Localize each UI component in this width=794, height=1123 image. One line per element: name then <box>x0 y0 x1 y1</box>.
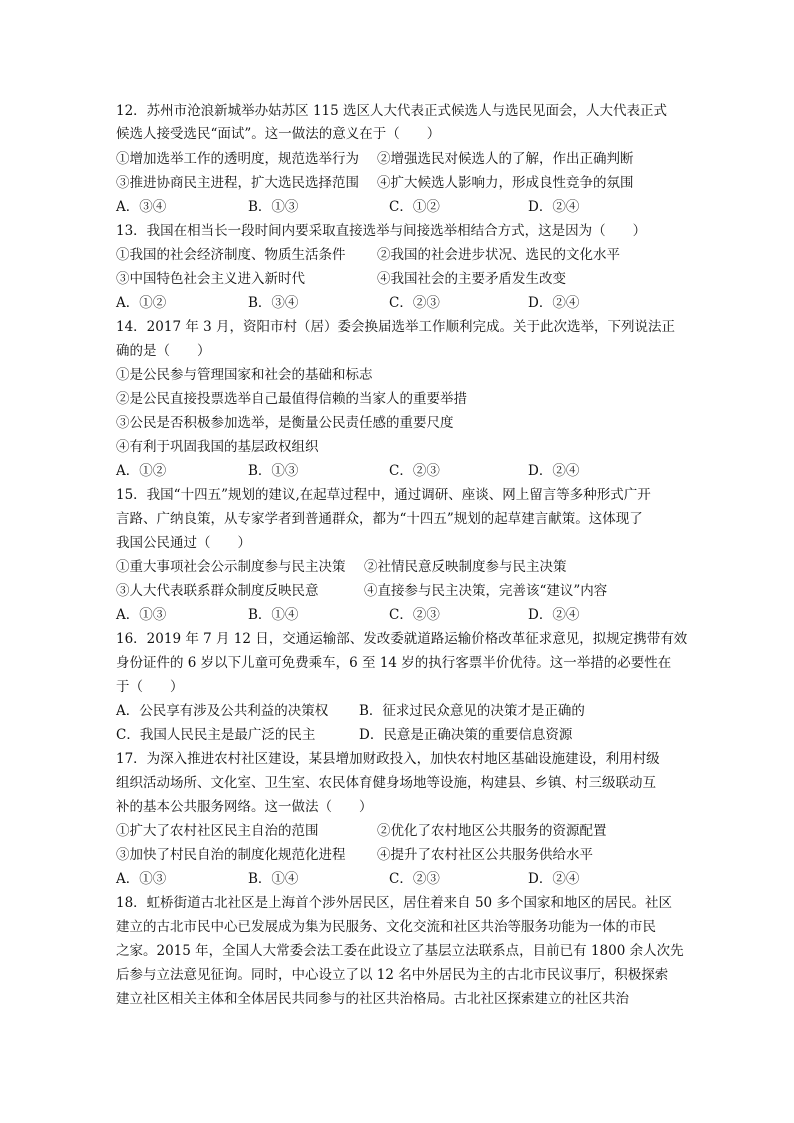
question-14-stem-line-1: 14．2017 年 3 月，资阳市村（居）委会换届选举工作顺利完成。关于此次选举，下列说法正 <box>116 319 675 335</box>
question-17-item-2: ②优化了农村地区公共服务的资源配置 <box>377 823 607 839</box>
question-17-choice-b: B．①④ <box>248 871 299 887</box>
question-17-choice-c: C．②③ <box>389 871 440 887</box>
question-17-item-3: ③加快了村民自治的制度化规范化进程 <box>116 847 346 863</box>
question-15-choice-b: B．①④ <box>248 607 299 623</box>
question-12-stem-line-1: 12．苏州市沧浪新城举办姑苏区 115 选区人大代表正式候选人与选民见面会，人大代表正式 <box>116 103 668 119</box>
question-16-stem-line-2: 身份证件的 6 岁以下儿童可免费乘车，6 至 14 岁的执行客票半价优待。这一举措的必要性在 <box>116 655 672 671</box>
question-18-stem-line-2: 建立的古北市民中心已发展成为集为民服务、文化交流和社区共治等服务功能为一体的市民 <box>116 919 656 935</box>
question-16-choice-c: C．我国人民民主是最广泛的民主 <box>116 727 316 743</box>
question-17-item-1: ①扩大了农村社区民主自治的范围 <box>116 823 319 839</box>
question-13-item-4: ④我国社会的主要矛盾发生改变 <box>377 271 566 287</box>
question-12-stem-line-2: 候选人接受选民“面试”。这一做法的意义在于（ ） <box>116 126 441 142</box>
question-14-item-1: ①是公民参与管理国家和社会的基础和标志 <box>116 367 373 383</box>
question-14-item-3: ③公民是否积极参加选举，是衡量公民责任感的重要尺度 <box>116 415 454 431</box>
question-18-stem-line-5: 建立社区相关主体和全体居民共同参与的社区共治格局。古北社区探索建立的社区共治 <box>116 991 629 1007</box>
question-15-item-2: ②社情民意反映制度参与民主决策 <box>364 559 567 575</box>
question-12-choice-b: B．①③ <box>248 199 299 215</box>
question-14-choice-b: B．①③ <box>248 463 299 479</box>
question-12-choice-c: C．①② <box>389 199 440 215</box>
question-12-item-1: ①增加选举工作的透明度，规范选举行为 <box>116 151 359 167</box>
question-17-item-4: ④提升了农村社区公共服务供给水平 <box>377 847 593 863</box>
question-14-stem-line-2: 确的是（ ） <box>116 343 211 359</box>
question-15-item-3: ③人大代表联系群众制度反映民意 <box>116 583 319 599</box>
question-18-stem-line-4: 后参与立法意见征询。同时，中心设立了以 12 名中外居民为主的古北市民议事厅，积极探索 <box>116 967 669 983</box>
question-15-stem-line-3: 我国公民通过（ ） <box>116 535 251 551</box>
question-17-stem-line-3: 补的基本公共服务网络。这一做法（ ） <box>116 799 373 815</box>
question-13-item-3: ③中国特色社会主义进入新时代 <box>116 271 305 287</box>
question-17-stem-line-2: 组织活动场所、文化室、卫生室、农民体育健身场地等设施，构建县、乡镇、村三级联动互 <box>116 775 656 791</box>
question-16-choice-b: B．征求过民众意见的决策才是正确的 <box>359 703 585 719</box>
question-13-choice-a: A．①② <box>116 295 167 311</box>
question-17-choice-a: A．①③ <box>116 871 167 887</box>
question-15-item-4: ④直接参与民主决策，完善该“建议”内容 <box>364 583 608 599</box>
question-16-choice-a: A．公民享有涉及公共利益的决策权 <box>116 703 329 719</box>
question-14-choice-c: C．②③ <box>389 463 440 479</box>
question-13-item-1: ①我国的社会经济制度、物质生活条件 <box>116 247 346 263</box>
question-15-choice-d: D．②④ <box>528 607 580 623</box>
question-15-choice-c: C．②③ <box>389 607 440 623</box>
question-18-stem-line-3: 之家。2015 年，全国人大常委会法工委在此设立了基层立法联系点，目前已有 1800 余人次先 <box>116 943 684 959</box>
question-12-item-2: ②增强选民对候选人的了解，作出正确判断 <box>377 151 634 167</box>
question-13-item-2: ②我国的社会进步状况、选民的文化水平 <box>377 247 620 263</box>
question-13-stem-line-1: 13．我国在相当长一段时间内要采取直接选举与间接选举相结合方式，这是因为（ ） <box>116 223 647 239</box>
question-12-item-4: ④扩大候选人影响力，形成良性竞争的氛围 <box>377 175 634 191</box>
question-16-choice-d: D．民意是正确决策的重要信息资源 <box>359 727 573 743</box>
question-14-choice-a: A．①② <box>116 463 167 479</box>
question-17-choice-d: D．②④ <box>528 871 580 887</box>
question-18-stem-line-1: 18．虹桥街道古北社区是上海首个涉外居民区，居住着来自 50 多个国家和地区的居民。社区 <box>116 895 672 911</box>
question-12-choice-d: D．②④ <box>528 199 580 215</box>
question-14-item-4: ④有利于巩固我国的基层政权组织 <box>116 439 319 455</box>
question-15-item-1: ①重大事项社会公示制度参与民主决策 <box>116 559 346 575</box>
question-12-choice-a: A．③④ <box>116 199 167 215</box>
question-15-stem-line-1: 15．我国“十四五”规划的建议,在起草过程中，通过调研、座谈、网上留言等多种形式广开 <box>116 487 651 503</box>
question-16-stem-line-1: 16．2019 年 7 月 12 日，交通运输部、发改委就道路运输价格改革征求意见，拟规定携带有效 <box>116 631 688 647</box>
question-15-stem-line-2: 言路、广纳良策，从专家学者到普通群众，都为“十四五”规划的起草建言献策。这体现了 <box>116 511 643 527</box>
question-12-item-3: ③推进协商民主进程，扩大选民选择范围 <box>116 175 359 191</box>
question-13-choice-b: B．③④ <box>248 295 299 311</box>
question-16-stem-line-3: 于（ ） <box>116 679 184 695</box>
question-13-choice-d: D．②④ <box>528 295 580 311</box>
question-17-stem-line-1: 17．为深入推进农村社区建设，某县增加财政投入，加快农村地区基础设施建设，利用村级 <box>116 751 660 767</box>
question-13-choice-c: C．②③ <box>389 295 440 311</box>
question-15-choice-a: A．①③ <box>116 607 167 623</box>
question-14-item-2: ②是公民直接投票选举自己最值得信赖的当家人的重要举措 <box>116 391 467 407</box>
question-14-choice-d: D．②④ <box>528 463 580 479</box>
